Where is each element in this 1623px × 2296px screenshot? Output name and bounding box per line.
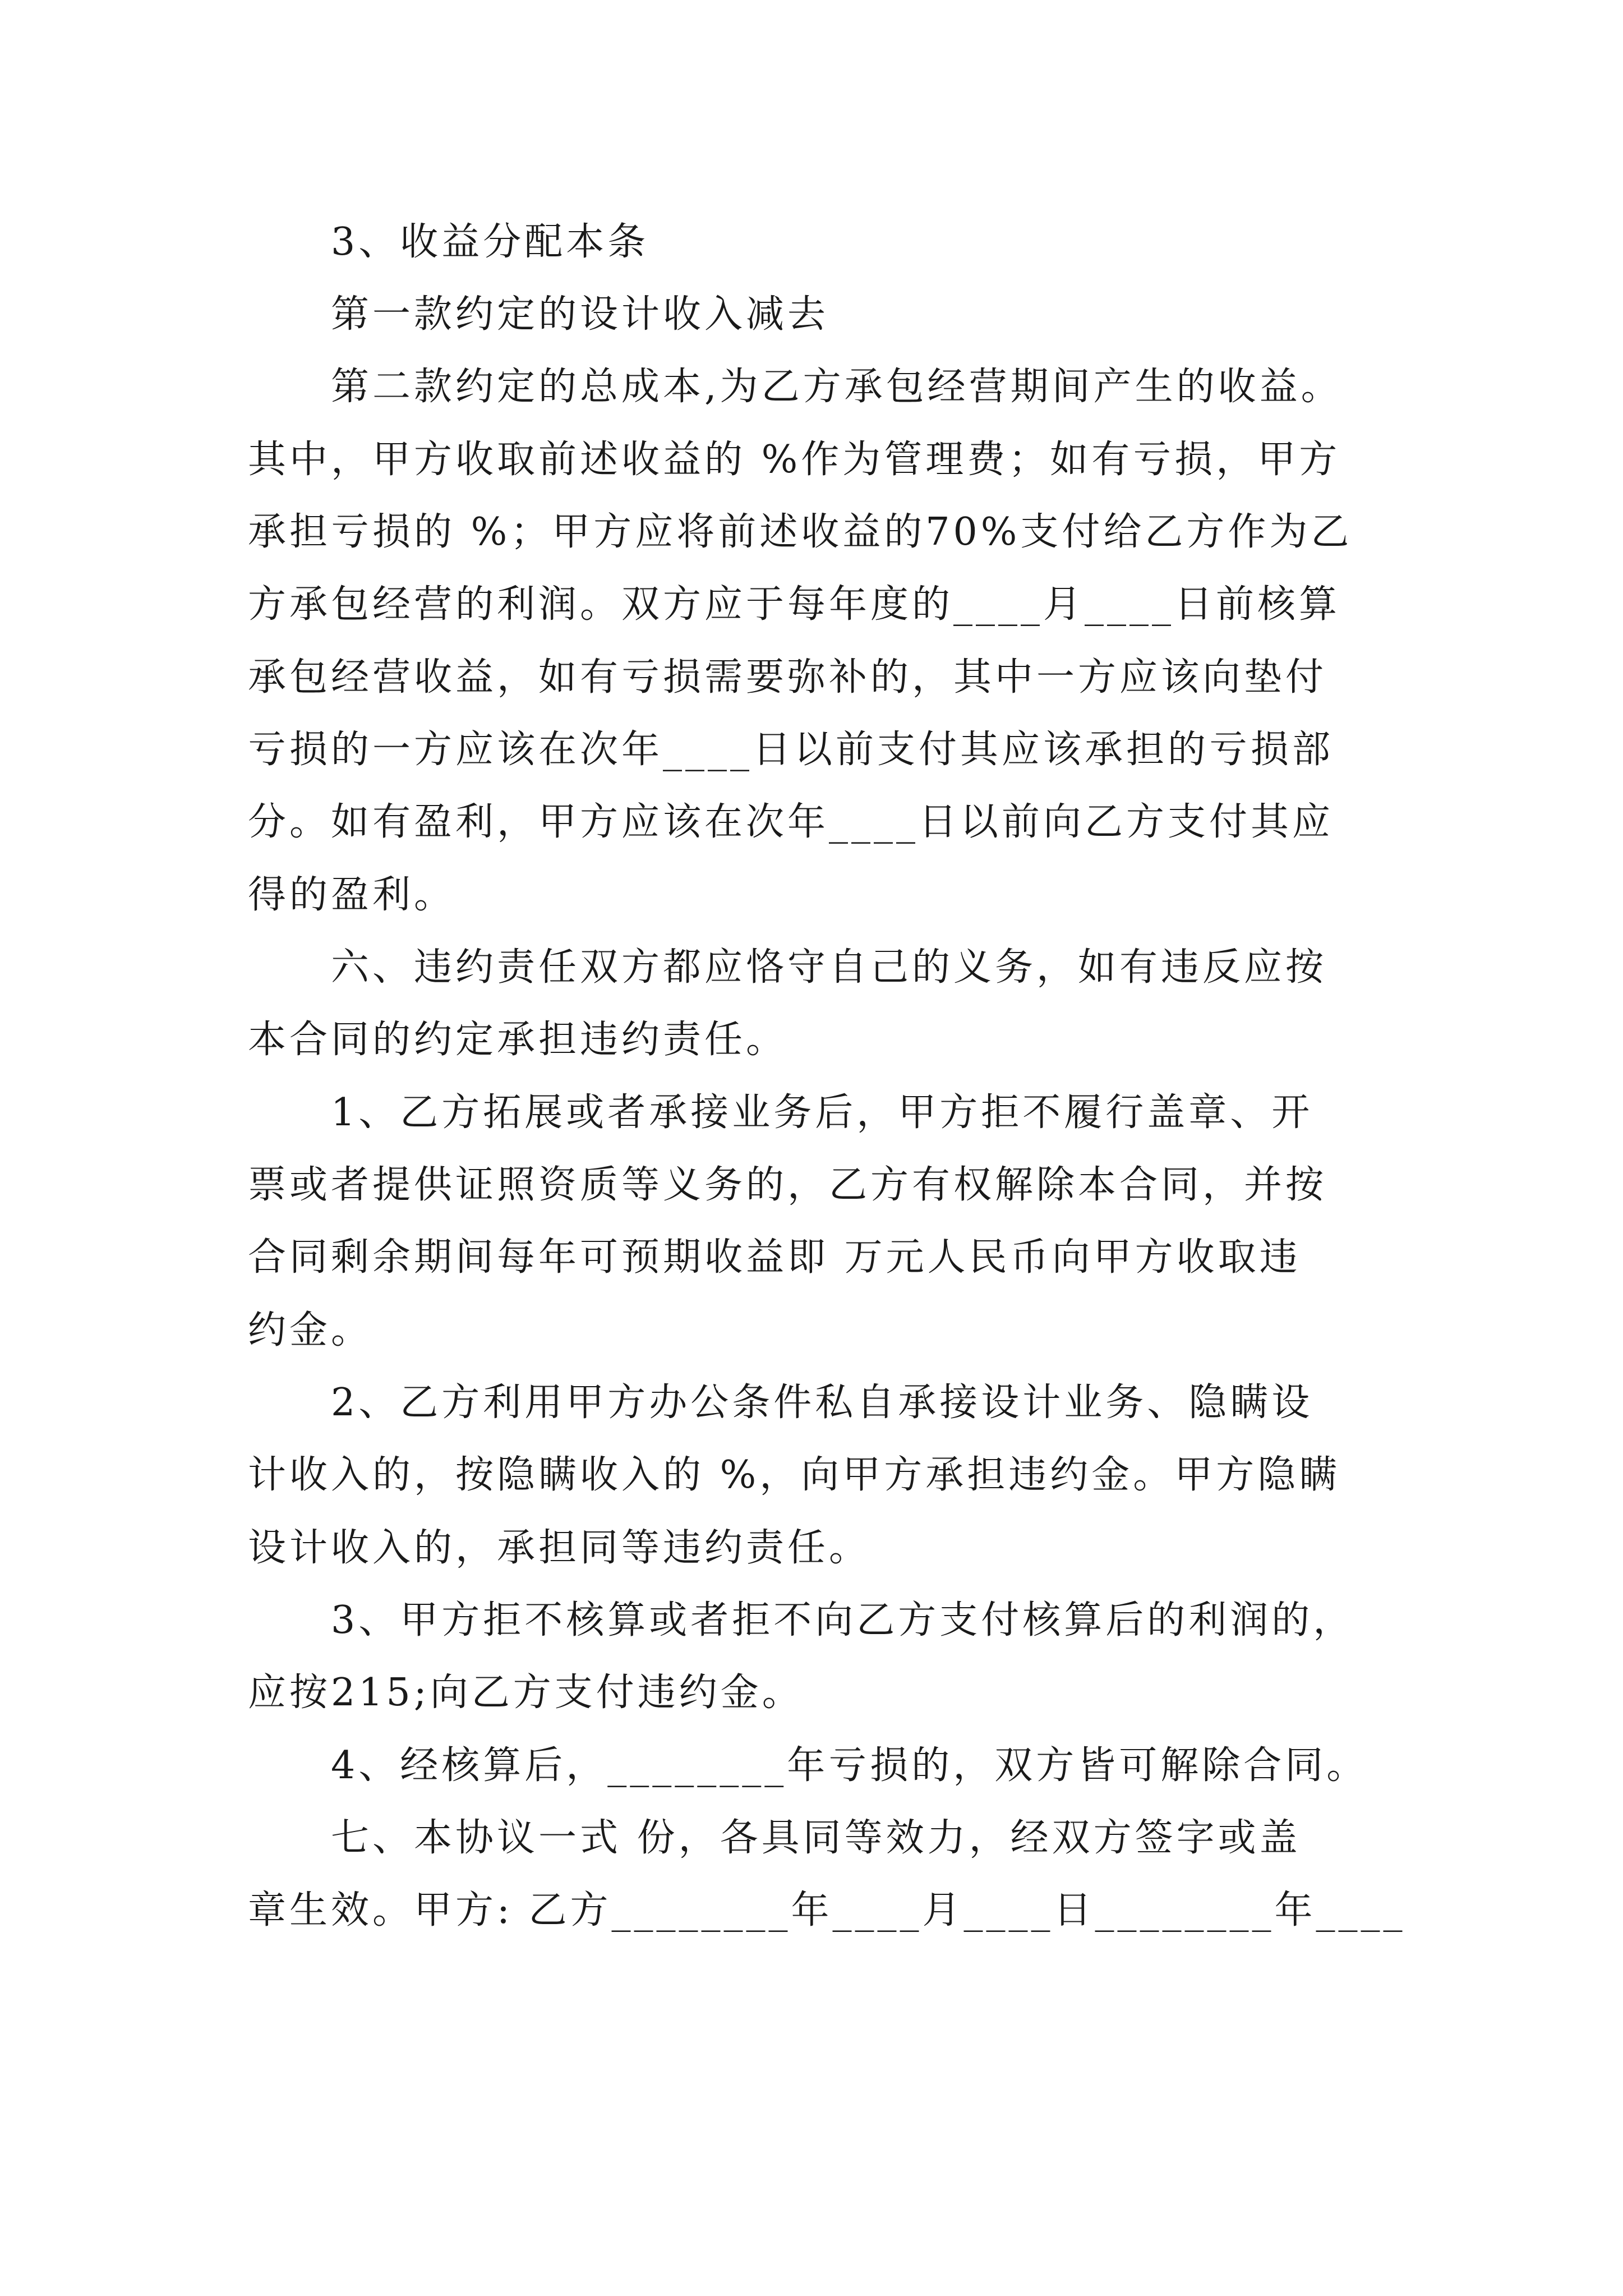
section-6-item-2: 2、乙方利用甲方办公条件私自承接设计业务、隐瞒设 [331, 1381, 1313, 1425]
signature-line: 章生效。甲方: 乙方________年____月____日________年____ [248, 1888, 1406, 1932]
clause-3-line-3: 其中，甲方收取前述收益的 %作为管理费；如有亏损，甲方 [248, 438, 1341, 482]
clause-3-line-5: 方承包经营的利润。双方应于每年度的____月____日前核算 [248, 582, 1341, 627]
section-6-item-2-line-2: 设计收入的，承担同等违约责任。 [248, 1526, 871, 1570]
clause-3-line-8: 分。如有盈利，甲方应该在次年____日以前向乙方支付其应 [248, 800, 1334, 844]
clause-3-line-6: 承包经营收益，如有亏损需要弥补的，其中一方应该向垫付 [248, 655, 1327, 700]
clause-3-line-7: 亏损的一方应该在次年____日以前支付其应该承担的亏损部 [248, 728, 1334, 772]
section-6-item-3: 3、甲方拒不核算或者拒不向乙方支付核算后的利润的， [331, 1598, 1355, 1642]
clause-3-line-4: 承担亏损的 %；甲方应将前述收益的70%支付给乙方作为乙 [248, 510, 1353, 554]
section-6-item-2-line-1: 计收入的，按隐瞒收入的 %，向甲方承担违约金。甲方隐瞒 [248, 1453, 1341, 1497]
section-6-item-1-line-1: 票或者提供证照资质等义务的，乙方有权解除本合同，并按 [248, 1163, 1327, 1207]
section-6-heading: 六、违约责任双方都应恪守自己的义务，如有违反应按 [331, 945, 1327, 990]
clause-3-line-9: 得的盈利。 [248, 873, 456, 917]
section-6-item-1-line-3: 约金。 [248, 1308, 373, 1352]
section-7-heading: 七、本协议一式 份，各具同等效力，经双方签字或盖 [331, 1816, 1301, 1860]
clause-3-line-1: 第一款约定的设计收入减去 [331, 292, 829, 337]
clause-3-heading: 3、收益分配本条 [331, 220, 649, 264]
clause-3-line-2: 第二款约定的总成本,为乙方承包经营期间产生的收益。 [331, 365, 1343, 409]
section-6-item-3-line-1: 应按215;向乙方支付违约金。 [248, 1671, 804, 1715]
section-6-line-1: 本合同的约定承担违约责任。 [248, 1018, 788, 1062]
section-6-item-1-line-2: 合同剩余期间每年可预期收益即 万元人民币向甲方收取违 [248, 1235, 1301, 1280]
section-6-item-1: 1、乙方拓展或者承接业务后，甲方拒不履行盖章、开 [331, 1091, 1313, 1135]
section-6-item-4: 4、经核算后，________年亏损的，双方皆可解除合同。 [331, 1743, 1368, 1788]
